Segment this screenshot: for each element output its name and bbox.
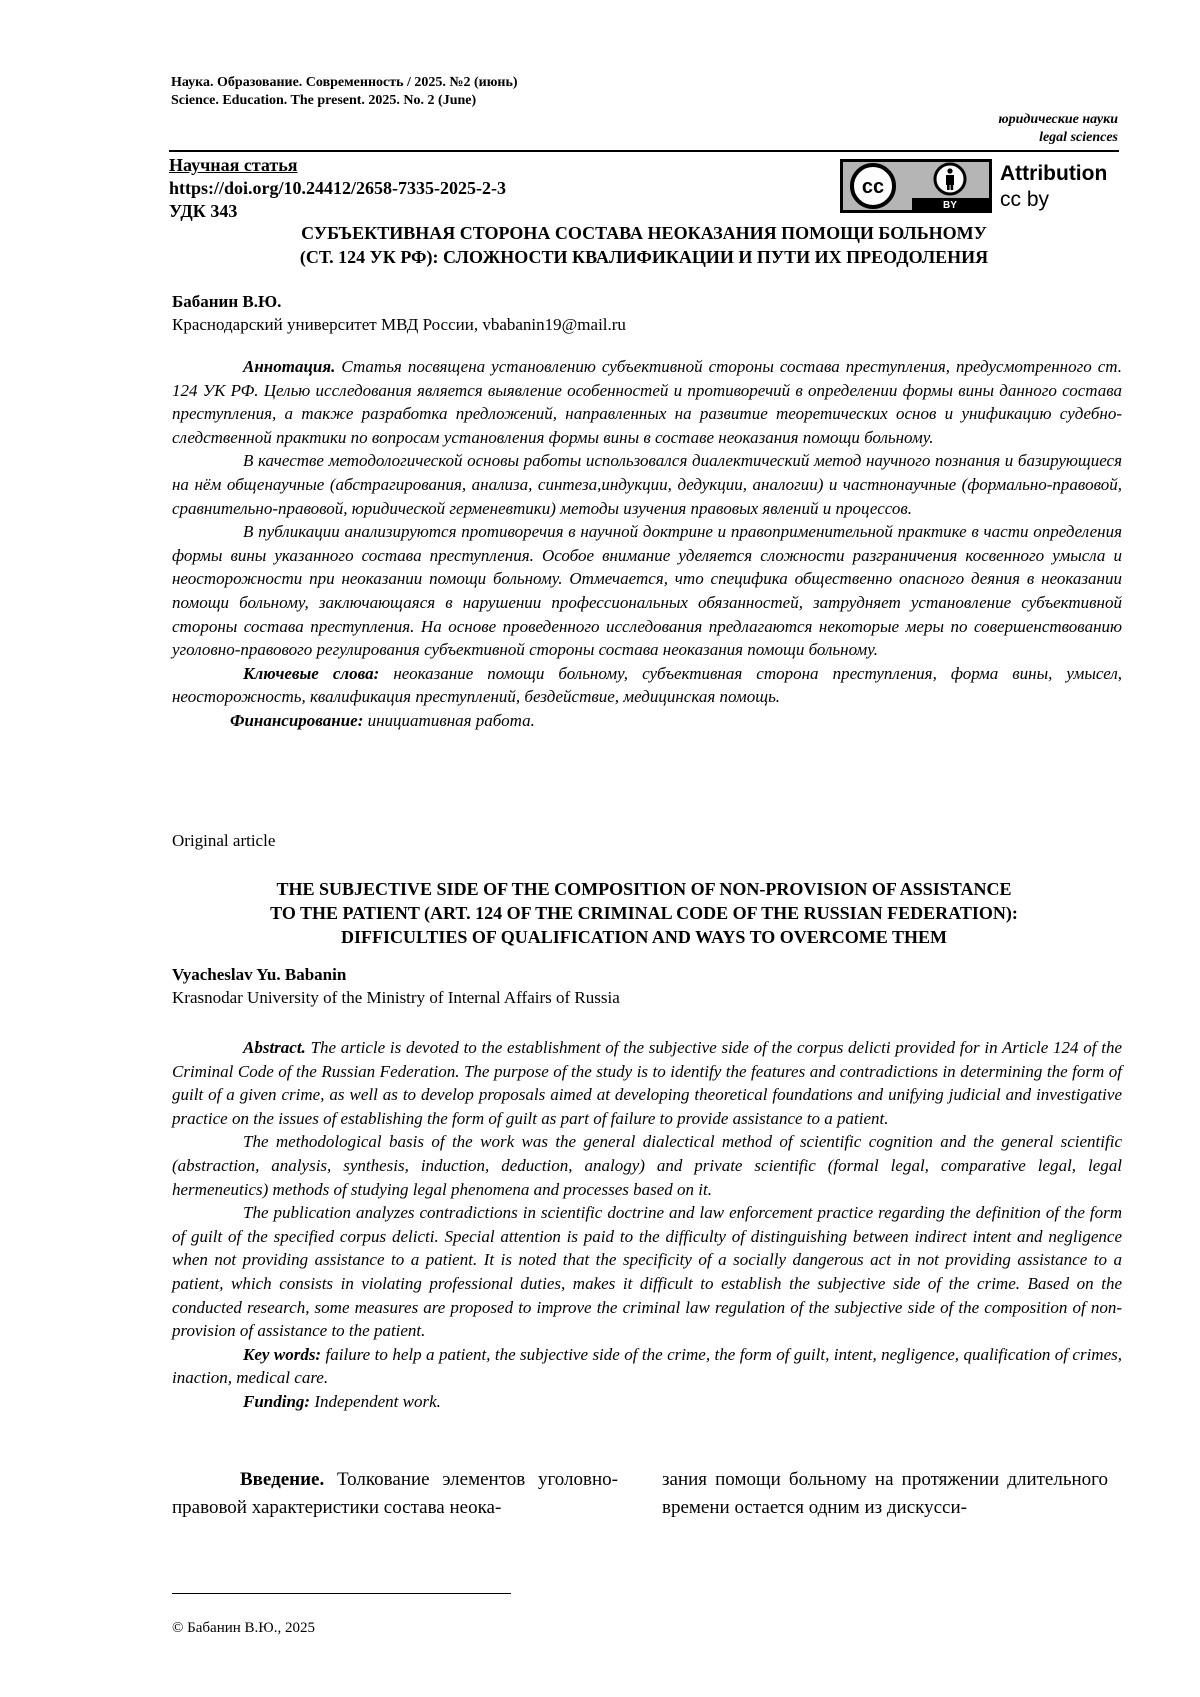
journal-title-ru: Наука. Образование. Современность / 2025. №2 (июнь): [171, 75, 518, 90]
title-ru-line-2: (СТ. 124 УК РФ): СЛОЖНОСТИ КВАЛИФИКАЦИИ И ПУТИ ИХ ПРЕОДОЛЕНИЯ: [299, 247, 989, 267]
affiliation-en: Krasnodar University of the Ministry of Internal Affairs of Russia: [172, 988, 620, 1007]
udk-code: УДК 343: [169, 201, 238, 221]
body-column-right: [662, 1466, 1108, 1522]
abstract-ru: [172, 355, 1122, 733]
article-type-ru: Научная статья: [169, 155, 298, 175]
affiliation-ru: Краснодарский университет МВД России, vbabanin19@mail.ru: [172, 315, 626, 334]
title-ru: [169, 221, 1119, 269]
journal-title-en: Science. Education. The present. 2025. No. 2 (June): [171, 93, 477, 108]
funding-en-label: Funding:: [243, 1391, 311, 1411]
title-en-line-1: THE SUBJECTIVE SIDE OF THE COMPOSITION OF NON-PROVISION OF ASSISTANCE: [276, 879, 1012, 899]
license-name: Attribution: [1000, 162, 1108, 185]
doi-link[interactable]: https://doi.org/10.24412/2658-7335-2025-2-3: [169, 178, 506, 198]
abstract-en-p1: The article is devoted to the establishment of the subjective side of the corpus delicti provided for in Article 124 of the Criminal Code of the Russian Federation. The purpose of the study is to identify the features and contradictions in determining the form of guilt of a given crime, as well as to develop proposals aimed at developing theoretical foundations and unifying judicial and investigative practice on the issues of establishing the form of guilt as part of failure to provide assistance to a patient.: [172, 1038, 1123, 1128]
article-type-en: Original article: [172, 831, 276, 850]
funding-ru-label: Финансирование:: [230, 710, 364, 730]
keywords-en-label: Key words:: [243, 1344, 322, 1364]
abstract-en-label: Abstract.: [243, 1038, 306, 1057]
title-ru-line-1: СУБЪЕКТИВНАЯ СТОРОНА СОСТАВА НЕОКАЗАНИЯ ПОМОЩИ БОЛЬНОМУ: [301, 223, 987, 243]
section-ru: юридические науки: [998, 112, 1118, 127]
abstract-ru-p1: Статья посвящена установлению субъективной стороны состава преступления, предусмотренного ст. 124 УК РФ. Целью исследования является выявление особенностей и противоречий в определении формы вины данного состава преступления, а также разработка предложений, направленных на развитие теоретических основ и унификацию судебно-следственной практики по вопросам установления формы вины в составе неоказания помощи больному.: [172, 357, 1122, 447]
body-text-right: зания помощи больному на протяжении длительного времени остается одним из дискусси-: [662, 1469, 1108, 1518]
cc-by-license[interactable]: [840, 159, 1132, 213]
title-en-line-2: TO THE PATIENT (ART. 124 OF THE CRIMINAL CODE OF THE RUSSIAN FEDERATION):: [270, 903, 1018, 923]
copyright: © Бабанин В.Ю., 2025: [172, 1620, 315, 1636]
header-rule: [169, 150, 1119, 152]
abstract-ru-p3: В публикации анализируются противоречия в научной доктрине и правоприменительной практике в части определения формы вины указанного состава преступления. Особое внимание уделяется сложности разграничения косвенного умысла и неосторожности при неоказании помощи больному. Отмечается, что специфика общественно опасного деяния в неоказании помощи больному, заключающаяся в нарушении профессиональных обязанностей, затрудняет установление субъективной стороны состава преступления. На основе проведенного исследования предлагаются некоторые меры по совершенствованию уголовно-правового регулирования субъективной стороны состава неоказания помощи больному.: [172, 522, 1122, 660]
body-column-left: [172, 1466, 618, 1522]
intro-label: Введение.: [240, 1469, 325, 1490]
footnote-rule: [172, 1593, 511, 1594]
cc-badge-text: cc: [861, 176, 885, 198]
keywords-ru: неоказание помощи больному, субъективная сторона преступления, форма вины, умысел, неосторожность, квалификация преступлений, бездействие, медицинская помощь.: [172, 663, 1122, 707]
funding-en: Independent work.: [314, 1391, 441, 1411]
funding-ru: инициативная работа.: [367, 710, 535, 730]
section-en: legal sciences: [1039, 130, 1118, 145]
author-ru: Бабанин В.Ю.: [172, 292, 282, 311]
abstract-ru-p2: В качестве методологической основы работы использовался диалектический метод научного познания и базирующиеся на нём общенаучные (абстрагирования, анализа, синтеза,индукции, дедукции, аналогии) и частнонаучные (формально-правовой, сравнительно-правовой, юридической герменевтики) методы изучения правовых явлений и процессов.: [172, 451, 1122, 518]
abstract-en-p3: The publication analyzes contradictions in scientific doctrine and law enforcement practice regarding the definition of the form of guilt of the specified corpus delicti. Special attention is paid to the difficulty of distinguishing between indirect intent and negligence when not providing assistance to a patient. It is noted that the specificity of a socially dangerous act in not providing assistance to a patient, which consists in violating professional duties, makes it difficult to establish the subjective side of the crime. Based on the conducted research, some measures are proposed to improve the criminal law regulation of the subjective side of the composition of non-provision of assistance to the patient.: [172, 1203, 1122, 1341]
author-en: Vyacheslav Yu. Babanin: [172, 965, 347, 984]
body-text-left: Толкование элементов уголовно-правовой характеристики состава неока-: [172, 1469, 618, 1518]
title-en-line-3: DIFFICULTIES OF QUALIFICATION AND WAYS TO OVERCOME THEM: [341, 927, 947, 947]
license-short: cc by: [1000, 188, 1050, 211]
keywords-ru-label: Ключевые слова:: [243, 663, 380, 683]
by-badge-text: BY: [943, 200, 957, 211]
title-en: [169, 877, 1119, 949]
cc-by-badge-icon: [840, 159, 1132, 213]
keywords-en: failure to help a patient, the subjective side of the crime, the form of guilt, intent, negligence, qualification of crimes, inaction, medical care.: [172, 1344, 1122, 1388]
abstract-ru-label: Аннотация.: [243, 357, 336, 376]
abstract-en: [172, 1036, 1122, 1414]
article-meta: [169, 154, 506, 223]
abstract-en-p2: The methodological basis of the work was the general dialectical method of scientific cognition and the general scientific (abstraction, analysis, synthesis, induction, deduction, analogy) and private scientific (formal legal, comparative legal, legal hermeneutics) methods of studying legal phenomena and processes based on it.: [172, 1132, 1122, 1199]
